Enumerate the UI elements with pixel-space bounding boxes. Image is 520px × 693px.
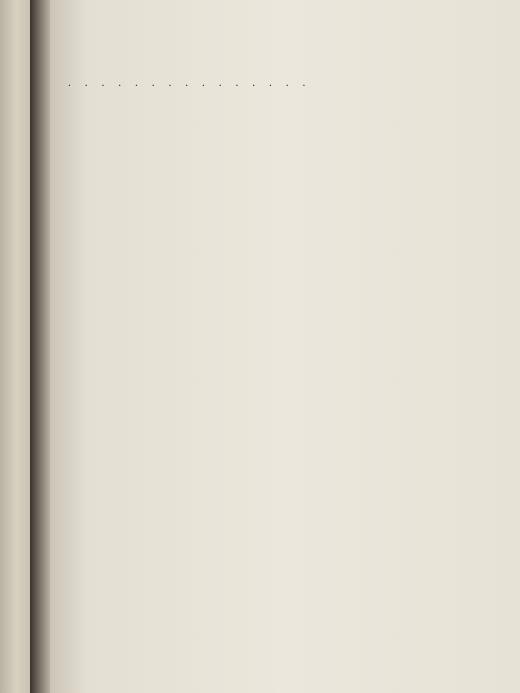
toc-entry-introduction: [68, 78, 311, 90]
facing-page-edge: [0, 0, 30, 693]
leader-dots: . . . . . . . . . . . . . . .: [68, 77, 311, 89]
book-gutter: [30, 0, 52, 693]
contents-page: [50, 0, 520, 693]
